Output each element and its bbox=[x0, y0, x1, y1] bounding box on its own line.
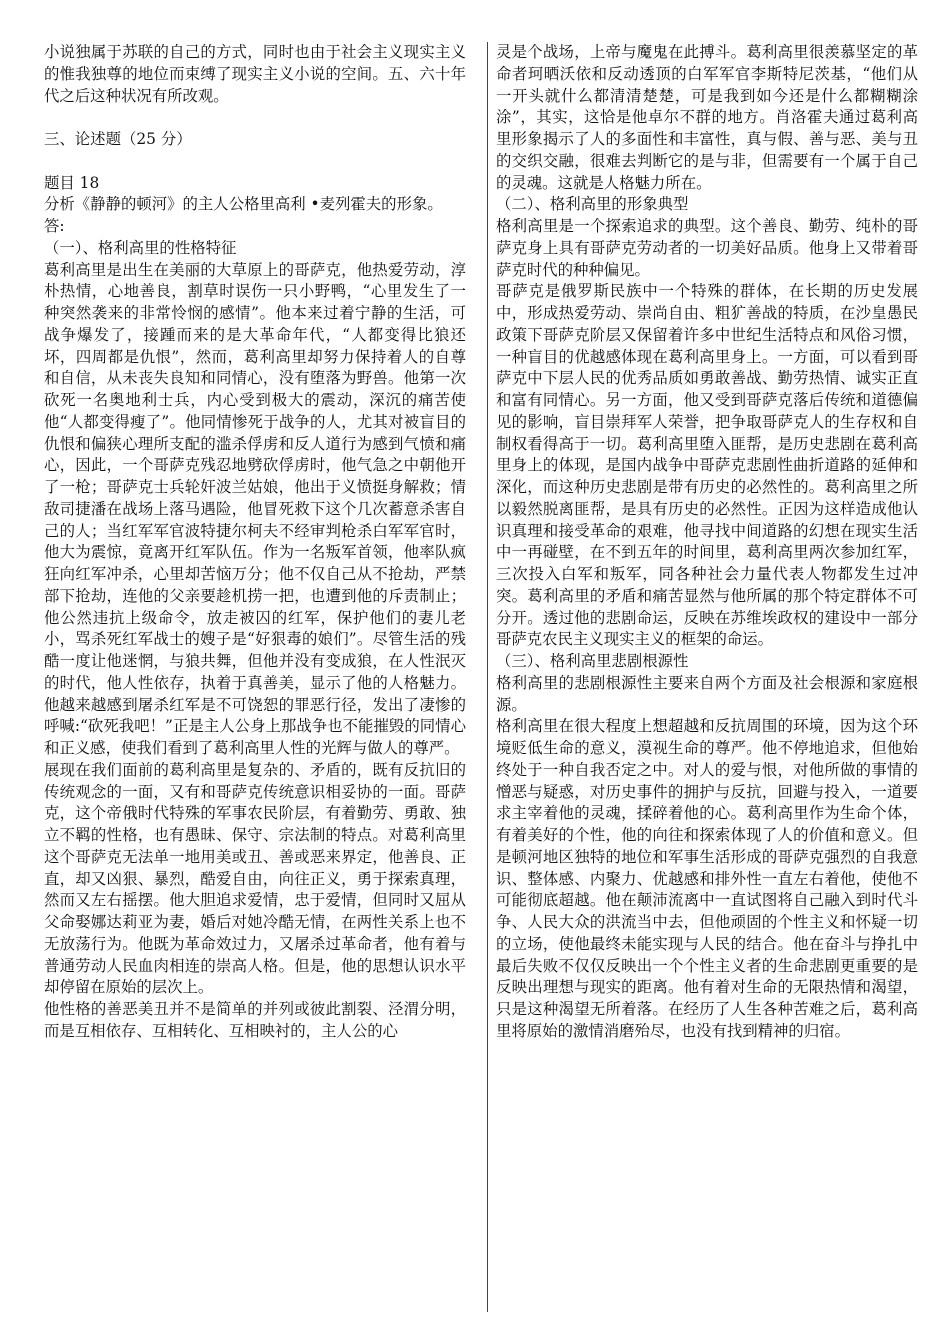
column-divider bbox=[487, 42, 488, 1312]
subheading-typical-image: （二）、格利高里的形象典型 bbox=[496, 195, 689, 214]
paragraph: 格利高里在很大程度上想超越和反抗周围的环境，因为这个环境贬低生命的意义，漠视生命的尊严。他不停地追求，但他始终处于一种自我否定之中。对人的爱与恨，对他所做的事情的憎恶与疑惑，对历史事件的拥护与反抗，回避与投入，一道要求主宰着他的灵魂，揉碎着他的心。葛利高里作为生命个体，有着美好的个性，他的向往和探索体现了人的价值和意义。但是顿河地区独特的地位和军事生活形成的哥萨克强烈的自我意识、整体感、内聚力、优越感和排外性一直左右着他，使他不可能彻底超越。他在颠沛流离中一直试图将自己融入到时代斗争、人民大众的洪流当中去，但他顽固的个性主义和怀疑一切的立场，使他最终未能实现与人民的结合。他在奋斗与挣扎中最后失败不仅仅反映出一个个性主义者的生命悲剧更重要的是反映出理想与现实的距离。他有着对生命的无限热情和渴望，只是这种渴望无所着落。在经历了人生各种苦难之后，葛利高里将原始的激情消磨殆尽，也没有找到精神的归宿。 bbox=[496, 717, 918, 1040]
document-page bbox=[44, 42, 918, 1322]
paragraph: 他性格的善恶美丑并不是简单的并列或彼此割裂、泾渭分明，而是互相依存、互相转化、互相映衬的，主人公的心 bbox=[44, 1000, 466, 1040]
question-text: 分析《静静的顿河》的主人公格里高利 •麦列霍夫的形象。 bbox=[44, 195, 443, 214]
answer-label: 答: bbox=[44, 217, 65, 235]
blank-line bbox=[44, 107, 466, 129]
paragraph: 灵是个战场，上帝与魔鬼在此搏斗。葛利高里很羡慕坚定的革命者珂晒沃依和反动透顶的白军军官李斯特尼茨基，“他们从一开头就什么都清清楚楚，可是我到如今还是什么都糊糊涂涂”，其实，这恰是他卓尔不群的地方。肖洛霍夫通过葛利高里形象揭示了人的多面性和丰富性，真与假、善与恶、美与丑的交织交融，很难去判断它的是与非，但需要有一个属于自己的灵魂。这就是人格魅力所在。 bbox=[496, 43, 918, 192]
subheading-tragedy-roots: （三）、格利高里悲剧根源性 bbox=[496, 652, 689, 670]
blank-line bbox=[44, 151, 466, 173]
paragraph: 格利高里的悲剧根源性主要来自两个方面及社会根源和家庭根源。 bbox=[496, 673, 918, 714]
intro-paragraph: 小说独属于苏联的自己的方式，同时也由于社会主义现实主义的惟我独尊的地位而束缚了现实主义小说的空间。五、六十年代之后这种状况有所改观。 bbox=[44, 43, 466, 105]
right-column bbox=[496, 42, 918, 1322]
section-heading: 三、论述题（25 分） bbox=[44, 130, 192, 148]
subheading-character-traits: （一）、格利高里的性格特征 bbox=[44, 238, 237, 257]
paragraph: 展现在我们面前的葛利高里是复杂的、矛盾的，既有反抗旧的传统观念的一面，又有和哥萨克传统意识相妥协的一面。哥萨克，这个帝俄时代特殊的军事农民阶层，有着勤劳、勇敢、独立不羁的性格，也有愚昧、保守、宗法制的特点。对葛利高里这个哥萨克无法单一地用美或丑、善或恶来界定，他善良、正直，却又凶狠、暴烈，酷爱自由，向往正义，勇于探索真理，然而又左右摇摆。他大胆追求爱情，忠于爱情，但同时又屈从父命娶娜达莉亚为妻，婚后对她冷酷无情，在两性关系上也不无放荡行为。他既为革命效过力，又屠杀过革命者，他有着与普通劳动人民血肉相连的崇高人格。但是，他的思想认识水平却停留在原始的层次上。 bbox=[44, 760, 466, 997]
paragraph: 哥萨克是俄罗斯民族中一个特殊的群体，在长期的历史发展中，形成热爱劳动、崇尚自由、粗犷善战的特质，在沙皇愚民政策下哥萨克阶层又保留着许多中世纪生活特点和风俗习惯，一种盲目的优越感体现在葛利高里身上。一方面，可以看到哥萨克中下层人民的优秀品质如勇敢善战、勤劳热情、诚实正直和富有同情心。另一方面，他又受到哥萨克落后传统和道德偏见的影响，盲目崇拜军人荣誉，把争取哥萨克人的生存权和自制权看得高于一切。葛利高里堕入匪帮，是历史悲剧在葛利高里身上的体现，是国内战争中哥萨克悲剧性曲折道路的延伸和深化，而这种历史悲剧是带有历史的必然性的。葛利高里之所以毅然脱离匪帮，是具有历史的必然性。正因为这样造成他认识真理和接受革命的艰难，他寻找中间道路的幻想在现实生活中一再碰壁，在不到五年的时间里，葛利高里两次参加红军，三次投入白军和叛军，同各种社会力量代表人物都发生过冲突。葛利高里的矛盾和痛苦显然与他所属的那个特定群体不可分开。透过他的悲剧命运，反映在苏维埃政权的建设中一部分哥萨克农民主义现实主义的框架的命运。 bbox=[496, 282, 918, 649]
paragraph: 格利高里是一个探索追求的典型。这个善良、勤劳、纯朴的哥萨克身上具有哥萨克劳动者的一切美好品质。他身上又带着哥萨克时代的种种偏见。 bbox=[496, 217, 918, 279]
question-number: 题目 18 bbox=[44, 173, 100, 192]
left-column bbox=[44, 42, 466, 1322]
paragraph: 葛利高里是出生在美丽的大草原上的哥萨克，他热爱劳动，淳朴热情，心地善良，割草时误伤一只小野鸭，“心里发生了一种突然袭来的非常怜悯的感情”。他本来过着宁静的生活，可战争爆发了，接踵而来的是大革命年代，“人都变得比狼还坏，四周都是仇恨”，然而，葛利高里却努力保持着人的自尊和自信，从未丧失良知和同情心，没有堕落为野兽。他第一次砍死一名奥地利士兵，内心受到极大的震动，深沉的痛苦使他“人都变得瘦了”。他同情惨死于战争的人，尤其对被盲目的仇恨和偏狭心理所支配的滥杀俘虏和反人道行为感到气愤和痛心，因此，一个哥萨克残忍地劈砍俘虏时，他气急之中朝他开了一枪；哥萨克士兵轮奸波兰姑娘，他出于义愤挺身解救；情敌司捷潘在战场上落马遇险，他冒死救下这个几次蓄意杀害自己的人；当红军军官波特捷尔柯夫不经审判枪杀白军军官时，他大为震惊，竟离开红军队伍。作为一名叛军首领，他率队疯狂向红军冲杀，心里却苦恼万分；他不仅自己从不抢劫，严禁部下抢劫，连他的父亲要趁机捞一把，也遭到他的斥责制止；他公然违抗上级命令，放走被囚的红军，保护他们的妻儿老小，骂杀死红军战士的嫂子是“好狠毒的娘们”。尽管生活的残酷一度让他迷惘，与狼共舞，但他并没有变成狼，在人性泯灭的时代，他人性依存，执着于真善美，显示了他的人格魅力。他越来越感到屠杀红军是不可饶恕的罪恶行径，发出了凄惨的呼喊:“砍死我吧！”正是主人公身上那战争也不能摧毁的同情心和正义感，使我们看到了葛利高里人性的光辉与做人的尊严。 bbox=[44, 260, 466, 757]
